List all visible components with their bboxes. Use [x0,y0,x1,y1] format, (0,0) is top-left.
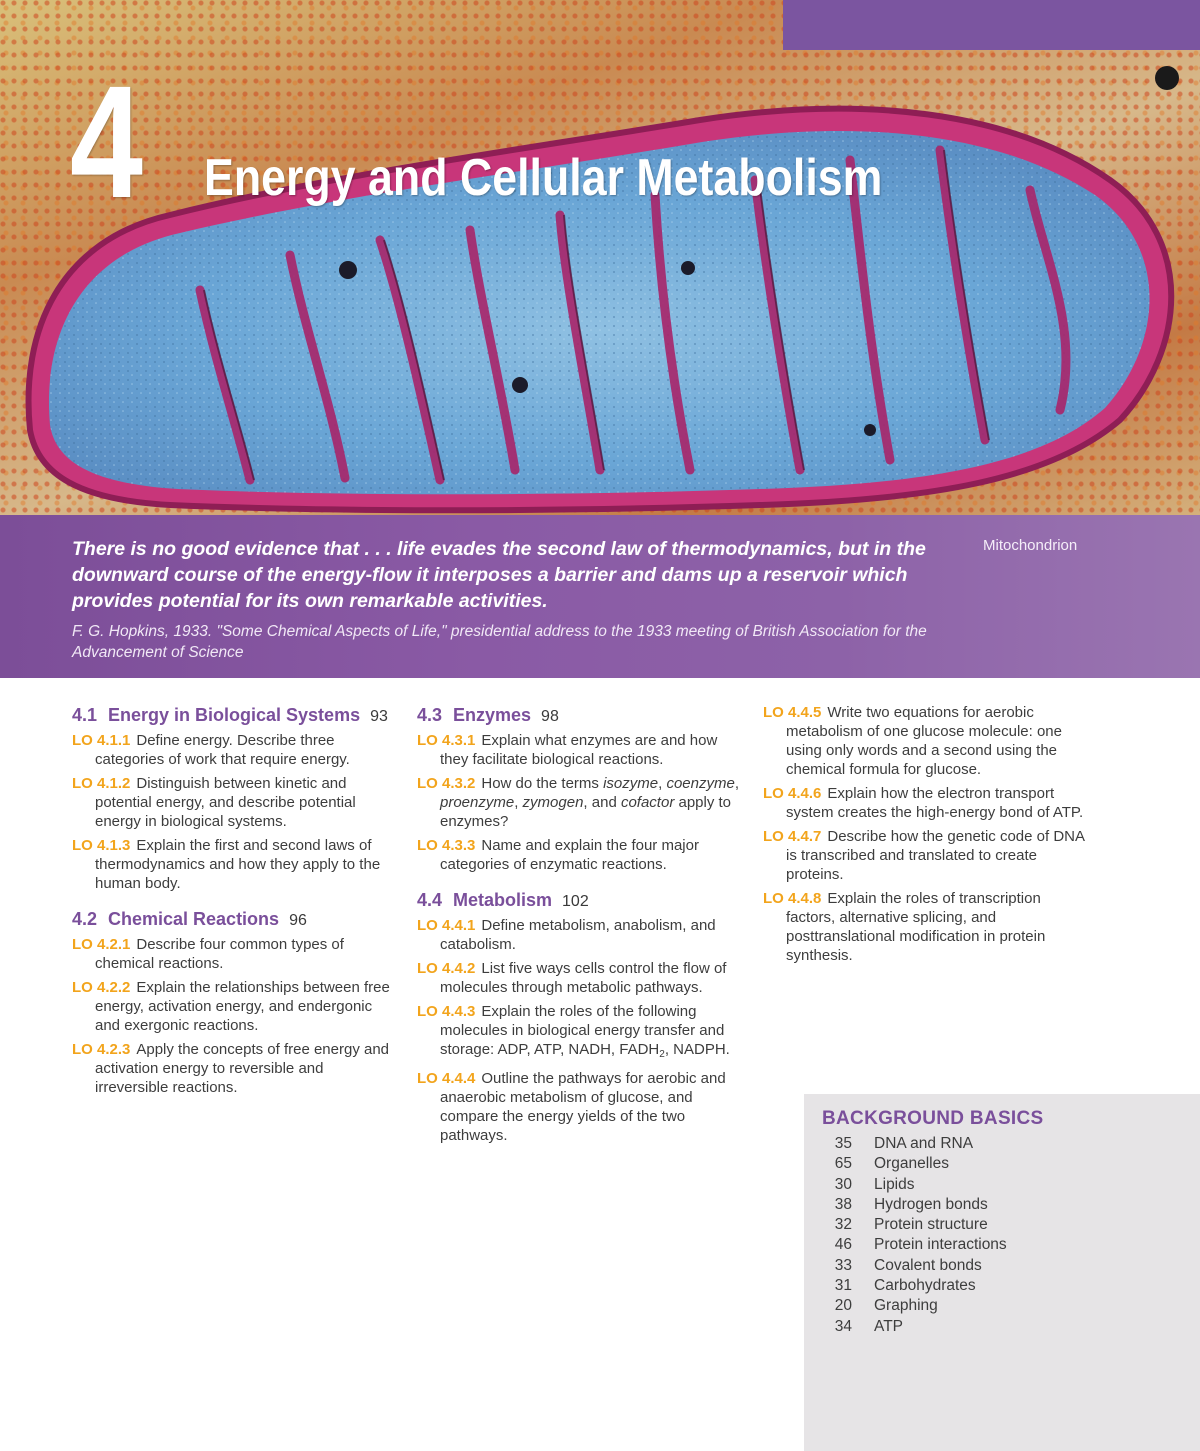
item-topic: Organelles [874,1155,949,1173]
item-page: 30 [834,1175,852,1193]
learning-objective [72,978,397,1035]
mitochondrion-illustration [0,0,1200,515]
background-basics-list [832,1134,1007,1337]
section-heading [72,703,397,729]
item-page: 46 [834,1236,852,1254]
item-topic: Protein structure [874,1216,988,1234]
lo-text: Explain the roles of transcription factors, alternative splicing, and posttranslational modification in protein synthesis. [786,890,1046,964]
lo-text: Outline the pathways for aerobic and anaerobic metabolism of glucose, and compare the energy yields of the two pathways. [440,1070,726,1144]
list-item [832,1235,1007,1255]
objectives-column-3 [763,703,1088,970]
objectives-column-1 [72,703,397,1111]
section-page: 98 [541,708,559,725]
lo-code: LO 4.4.3 [417,1003,476,1020]
list-item [832,1195,1007,1215]
term-coenzyme: coenzyme [666,775,735,792]
epigraph-attribution: F. G. Hopkins, 1933. "Some Chemical Aspects of Life," presidential address to the 1933 meeting of British Association for the Advancement of Science [72,623,927,661]
lo-text: Distinguish between kinetic and potential energy, and describe potential energy in biological systems. [95,775,356,830]
item-topic: Lipids [874,1175,915,1193]
section-heading [417,703,742,729]
list-item [832,1317,1007,1337]
section-heading [417,888,742,914]
learning-objective [763,889,1088,965]
lo-code: LO 4.1.1 [72,732,131,749]
section-page: 93 [370,708,388,725]
item-topic: Hydrogen bonds [874,1195,988,1213]
term-isozyme: isozyme [603,775,659,792]
background-basics-box [764,1094,1200,1451]
section-4-3 [417,703,742,874]
item-topic: Covalent bonds [874,1256,982,1274]
chapter-title: Energy and Cellular Metabolism [204,149,883,207]
item-page: 32 [834,1216,852,1234]
box-notch [764,1094,804,1451]
section-title: Energy in Biological Systems [108,705,361,725]
epigraph-quote: There is no good evidence that . . . life evades the second law of thermodynamics, but in the downward course of the energy-flow it interposes a barrier and dams up a reservoir which provides potential for its own remarkable activities. [72,538,926,612]
section-4-4 [417,888,742,1145]
item-page: 31 [834,1277,852,1295]
learning-objective [417,959,742,997]
lo-text-part: apply to enzymes? [440,794,732,830]
section-title: Metabolism [453,890,553,910]
list-item [832,1134,1007,1154]
lo-code: LO 4.2.1 [72,936,131,953]
lo-text: Apply the concepts of free energy and activation energy to reversible and irreversible reactions. [95,1041,390,1096]
item-topic: Graphing [874,1297,938,1315]
lo-code: LO 4.4.2 [417,960,476,977]
item-page: 65 [834,1155,852,1173]
lo-code: LO 4.4.1 [417,917,476,934]
learning-objective [72,935,397,973]
lo-text: Explain what enzymes are and how they facilitate biological reactions. [440,732,718,768]
item-topic: Protein interactions [874,1236,1007,1254]
lo-text: Name and explain the four major categories of enzymatic reactions. [440,837,699,873]
lo-text: Describe how the genetic code of DNA is transcribed and translated to create proteins. [786,828,1085,883]
section-number: 4.3 [417,705,443,725]
lo-text: Define metabolism, anabolism, and catabolism. [440,917,716,953]
lo-code: LO 4.1.3 [72,837,131,854]
lo-code: LO 4.2.3 [72,1041,131,1058]
section-title: Enzymes [453,705,532,725]
item-topic: Carbohydrates [874,1277,976,1295]
lo-text-part: , [658,775,667,792]
learning-objective [72,836,397,893]
learning-objective [72,1040,397,1097]
learning-objective [417,774,742,831]
lo-code: LO 4.1.2 [72,775,131,792]
item-topic: DNA and RNA [874,1135,974,1152]
lo-text: Explain how the electron transport system creates the high-energy bond of ATP. [786,785,1084,821]
lo-code: LO 4.4.5 [763,704,822,721]
lo-text: List five ways cells control the flow of molecules through metabolic pathways. [440,960,727,996]
section-4-1 [72,703,397,893]
subscript: 2 [659,1049,665,1060]
list-item [832,1296,1007,1316]
learning-objective [763,703,1088,779]
lo-code: LO 4.4.4 [417,1070,476,1087]
section-page: 96 [289,912,307,929]
chapter-opener-image [0,0,1200,515]
learning-objective [417,1069,742,1145]
background-basics-title: BACKGROUND BASICS [822,1108,1044,1129]
lo-code: LO 4.3.1 [417,732,476,749]
section-page: 102 [562,893,589,910]
item-page: 20 [834,1297,852,1315]
lo-text: Explain the roles of the following molecules in biological energy transfer and storage: ADP, ATP, NADH, FADH [440,1003,725,1058]
lo-code: LO 4.3.2 [417,775,476,792]
item-topic: ATP [874,1317,903,1335]
lo-text: , NADPH. [664,1041,730,1058]
lo-code: LO 4.4.7 [763,828,822,845]
lo-code: LO 4.2.2 [72,979,131,996]
section-4-2 [72,907,397,1097]
lo-text-part: , [734,775,739,792]
item-page: 33 [834,1256,852,1274]
learning-objective [72,731,397,769]
lo-code: LO 4.4.6 [763,785,822,802]
lo-text: Describe four common types of chemical reactions. [95,936,344,972]
list-item [832,1154,1007,1174]
item-page: 38 [834,1195,852,1213]
image-caption: Mitochondrion [983,537,1078,554]
lo-text-part: , [514,794,523,811]
section-number: 4.4 [417,890,443,910]
objectives-column-2 [417,703,742,1159]
learning-objective [417,731,742,769]
chapter-number: 4 [70,52,140,231]
list-item [832,1175,1007,1195]
corner-accent-bar [783,0,1200,50]
learning-objective [72,774,397,831]
section-number: 4.2 [72,909,98,929]
lo-text: Explain the first and second laws of thermodynamics and how they apply to the human body. [95,837,381,892]
lo-text-part: How do the terms [481,775,604,792]
epigraph-band [0,515,1200,678]
lo-text: Explain the relationships between free energy, activation energy, and endergonic and exergonic reactions. [95,979,390,1034]
lo-text: Define energy. Describe three categories of work that require energy. [95,732,350,768]
learning-objective [417,1002,742,1064]
lo-code: LO 4.3.3 [417,837,476,854]
section-title: Chemical Reactions [108,909,280,929]
learning-objective [417,916,742,954]
learning-objective [417,836,742,874]
lo-text-part: , and [583,794,621,811]
section-heading [72,907,397,933]
term-zymogen: zymogen [522,794,584,811]
list-item [832,1215,1007,1235]
list-item [832,1256,1007,1276]
item-page: 35 [834,1135,852,1152]
learning-objective [763,784,1088,822]
section-number: 4.1 [72,705,98,725]
term-proenzyme: proenzyme [440,794,515,811]
list-item [832,1276,1007,1296]
item-page: 34 [834,1317,852,1335]
term-cofactor: cofactor [620,794,675,811]
lo-code: LO 4.4.8 [763,890,822,907]
lo-text: Write two equations for aerobic metabolism of one glucose molecule: one using only words and a second using the chemical formula for glucose. [786,704,1062,778]
learning-objective [763,827,1088,884]
